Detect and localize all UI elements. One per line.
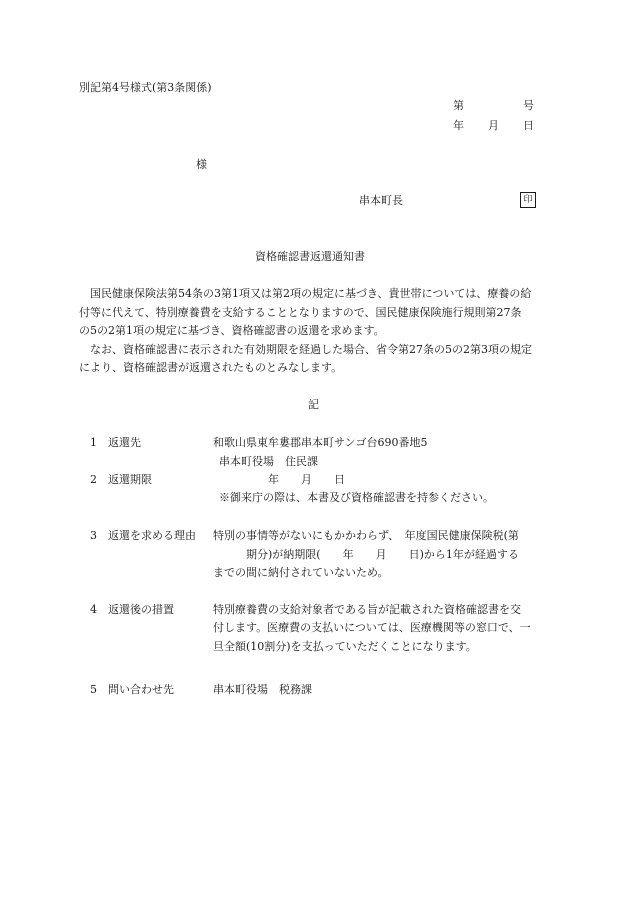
item-value-line: までの間に納付されていないため。 xyxy=(213,566,389,579)
ki-heading: 記 xyxy=(308,398,319,411)
document-number-suffix: 号 xyxy=(523,99,534,112)
item-value-line: 串本町役場 税務課 xyxy=(213,683,312,696)
body-line: により、資格確認書が返還されたものとみなします。 xyxy=(79,361,343,374)
item-value-line: 串本町役場 住民課 xyxy=(208,455,318,468)
item-number: 4 xyxy=(90,603,97,616)
date-day-label: 日 xyxy=(523,119,534,132)
item-value-line: 特別療養費の支給対象者である旨が記載された資格確認書を交 xyxy=(213,603,521,616)
item-value-line: 和歌山県東牟婁郡串本町サンゴ台690番地5 xyxy=(213,436,428,449)
body-line: 国民健康保険法第54条の3第1項又は第2項の規定に基づき、貴世帯については、療養の給 xyxy=(79,287,532,300)
item-number: 2 xyxy=(90,473,97,486)
item-label-contact: 問い合わせ先 xyxy=(108,683,174,696)
addressee-honorific: 様 xyxy=(196,158,207,171)
date-year-label: 年 xyxy=(453,119,464,132)
item-value-line: ※御来庁の際は、本書及び資格確認書を持参ください。 xyxy=(219,491,494,504)
item-value-line: 付します。医療費の支払いについては、医療機関等の窓口で、一 xyxy=(213,621,531,634)
item-value-line: 旦全額(10割分)を支払っていただくことになります。 xyxy=(213,640,477,653)
item-number: 5 xyxy=(90,683,97,696)
item-label-reason: 返還を求める理由 xyxy=(108,529,196,542)
item-number: 1 xyxy=(90,436,97,449)
body-line: 付等に代えて、特別療養費を支給することとなりますので、国民健康保険施行規則第27条 xyxy=(79,306,522,319)
item-value-line: 年 月 日 xyxy=(268,473,345,486)
item-number: 3 xyxy=(90,529,97,542)
body-line: なお、資格確認書に表示された有効期限を経過した場合、省令第27条の5の2第3項の規定 xyxy=(79,343,532,356)
date-month-label: 月 xyxy=(488,119,499,132)
issuer-name: 串本町長 xyxy=(359,194,403,207)
item-label-measures: 返還後の措置 xyxy=(108,603,174,616)
body-line: の5の2第1項の規定に基づき、資格確認書の返還を求めます。 xyxy=(79,324,385,337)
item-label-return-destination: 返還先 xyxy=(108,436,141,449)
item-label-return-deadline: 返還期限 xyxy=(108,473,152,486)
document-number-prefix: 第 xyxy=(453,99,464,112)
item-value-line: 期分)が納期限( 年 月 日)から1年が経過する xyxy=(246,548,519,561)
item-value-line: 特別の事情等がないにもかかわらず、 年度国民健康保険税(第 xyxy=(213,529,519,542)
form-label: 別記第4号様式(第3条関係) xyxy=(79,81,212,94)
seal-stamp: 印 xyxy=(520,192,536,208)
document-title: 資格確認書返還通知書 xyxy=(255,250,365,263)
